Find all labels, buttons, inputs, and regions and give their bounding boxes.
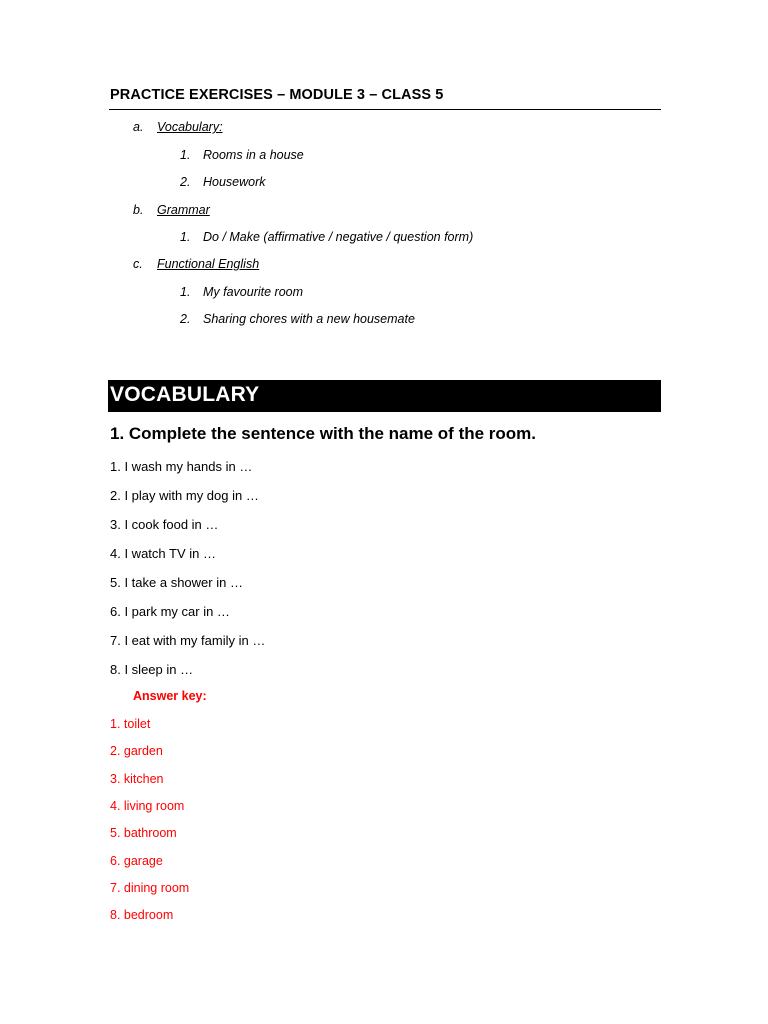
answer-item: 2. garden [110, 744, 163, 758]
outline-marker: a. [133, 120, 144, 134]
exercise-sentence: 2. I play with my dog in … [110, 488, 259, 503]
exercise-sentence: 5. I take a shower in … [110, 575, 243, 590]
section-title: VOCABULARY [110, 383, 260, 406]
answer-item: 8. bedroom [110, 908, 174, 922]
outline-label: Vocabulary: [157, 120, 223, 134]
outline-label: Housework [203, 175, 266, 189]
outline-label: Do / Make (affirmative / negative / question form) [203, 230, 474, 244]
exercise-sentence: 3. I cook food in … [110, 517, 219, 532]
outline-marker: 1. [180, 285, 191, 299]
exercise-heading: 1. Complete the sentence with the name of the room. [110, 424, 537, 443]
answer-item: 5. bathroom [110, 826, 177, 840]
outline-marker: 1. [180, 230, 191, 244]
exercise-sentence: 4. I watch TV in … [110, 546, 216, 561]
outline-marker: 2. [180, 175, 191, 189]
answer-item: 4. living room [110, 799, 185, 813]
answer-item: 3. kitchen [110, 772, 164, 786]
exercise-sentence: 1. I wash my hands in … [110, 459, 253, 474]
outline-marker: 2. [180, 312, 191, 326]
outline-marker: b. [133, 203, 144, 217]
answer-key-label: Answer key: [133, 689, 207, 703]
answer-item: 1. toilet [110, 717, 151, 731]
answer-item: 6. garage [110, 854, 163, 868]
document-title: PRACTICE EXERCISES – MODULE 3 – CLASS 5 [110, 87, 444, 103]
outline-label: Sharing chores with a new housemate [203, 312, 415, 326]
outline-label: Functional English [157, 257, 260, 271]
section-header-bar [108, 380, 661, 412]
exercise-sentence: 7. I eat with my family in … [110, 633, 266, 648]
exercise-sentence: 8. I sleep in … [110, 662, 194, 677]
answer-item: 7. dining room [110, 881, 190, 895]
title-underline-rule [109, 109, 661, 110]
outline-label: My favourite room [203, 285, 304, 299]
outline-label: Rooms in a house [203, 148, 304, 162]
outline-marker: 1. [180, 148, 191, 162]
outline-label: Grammar [157, 203, 210, 217]
exercise-sentence: 6. I park my car in … [110, 604, 230, 619]
outline-marker: c. [133, 257, 143, 271]
